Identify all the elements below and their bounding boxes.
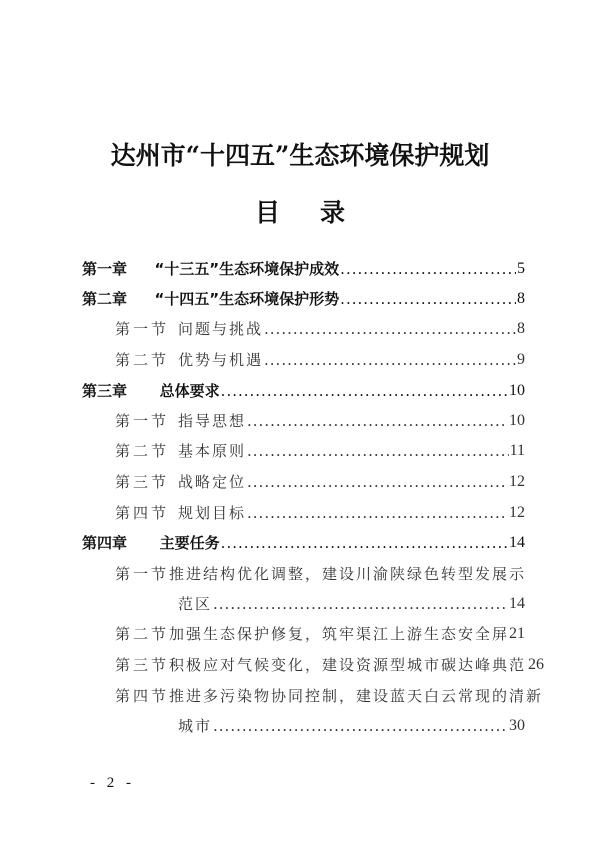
entry-label: 第四节	[115, 504, 170, 522]
toc-entry[interactable]	[115, 622, 525, 646]
page-number: - 2 -	[90, 775, 135, 791]
toc-entry[interactable]	[82, 257, 525, 281]
entry-page-number: 11	[509, 442, 525, 459]
entry-label: 第二节	[115, 351, 170, 369]
entry-title: 规划目标	[178, 504, 247, 522]
dot-leader	[264, 348, 516, 372]
entry-label: 第三节	[115, 656, 170, 674]
toc-entry[interactable]	[82, 287, 525, 311]
toc-entry[interactable]	[115, 562, 525, 586]
entry-title: 优势与机遇	[178, 351, 264, 369]
entry-title: 推进结构优化调整，建设川渝陕绿色转型发展示	[169, 565, 527, 583]
dot-leader	[247, 439, 509, 463]
entry-label: 第二节	[115, 442, 170, 460]
entry-title: 总体要求	[144, 382, 220, 400]
entry-page-number: 14	[509, 595, 525, 612]
document-title: 达州市“十四五”生态环境保护规划	[110, 141, 490, 170]
dot-leader	[213, 714, 508, 738]
toc-entry[interactable]	[115, 470, 525, 494]
entry-label: 第二节	[115, 625, 170, 643]
toc-entry[interactable]	[115, 501, 525, 525]
toc-entry-continuation[interactable]	[178, 714, 525, 738]
toc-entry-continuation[interactable]	[178, 592, 525, 616]
entry-label: 第一节	[115, 565, 170, 583]
entry-title: “十四五”生态环境保护形势	[144, 290, 340, 308]
entry-title: “十三五”生态环境保护成效	[144, 260, 340, 278]
entry-page-number: 8	[517, 320, 525, 337]
entry-page-number: 5	[517, 260, 525, 277]
dot-leader	[340, 257, 516, 281]
entry-page-number: 12	[509, 473, 525, 490]
entry-label: 第三章	[82, 382, 128, 400]
entry-title: 指导思想	[178, 412, 247, 430]
entry-page-number: 10	[509, 382, 525, 399]
toc-entry[interactable]	[115, 317, 525, 341]
entry-title: 积极应对气候变化，建设资源型城市碳达峰典范	[169, 656, 527, 674]
entry-page-number: 12	[509, 504, 525, 521]
entry-label: 第二章	[82, 290, 128, 308]
entry-title-continuation: 城市	[178, 717, 213, 735]
dot-leader	[221, 531, 508, 555]
toc-entry[interactable]	[82, 379, 525, 403]
entry-title: 推进多污染物协同控制，建设蓝天白云常现的清新	[169, 687, 544, 705]
entry-label: 第四章	[82, 534, 128, 552]
entry-page-number: 30	[509, 717, 525, 734]
entry-label: 第三节	[115, 473, 170, 491]
entry-label: 第一节	[115, 412, 170, 430]
toc-entry[interactable]	[115, 684, 544, 708]
entry-title: 战略定位	[178, 473, 247, 491]
dot-leader	[213, 592, 508, 616]
entry-page-number: 21	[509, 625, 526, 642]
toc-entry[interactable]	[115, 409, 525, 433]
entry-page-number: 9	[517, 351, 525, 368]
toc-heading: 目录	[254, 198, 385, 227]
entry-title: 基本原则	[178, 442, 247, 460]
entry-page-number: 8	[517, 290, 525, 307]
entry-page-number: 14	[509, 534, 525, 551]
dot-leader	[247, 409, 508, 433]
dot-leader	[264, 317, 516, 341]
entry-title-continuation: 范区	[178, 595, 213, 613]
dot-leader	[340, 287, 516, 311]
entry-label: 第一章	[82, 260, 128, 278]
entry-title: 加强生态保护修复，筑牢渠江上游生态安全屏	[169, 625, 510, 643]
toc-entry[interactable]	[115, 653, 545, 677]
dot-leader	[247, 501, 508, 525]
entry-page-number: 10	[509, 412, 525, 429]
entry-label: 第一节	[115, 320, 170, 338]
toc-entry[interactable]	[115, 439, 525, 463]
entry-title: 问题与挑战	[178, 320, 264, 338]
entry-page-number: 26	[528, 656, 545, 673]
entry-label: 第四节	[115, 687, 170, 705]
entry-title: 主要任务	[144, 534, 220, 552]
toc-entry[interactable]	[82, 531, 525, 555]
dot-leader	[247, 470, 508, 494]
toc-entry[interactable]	[115, 348, 525, 372]
dot-leader	[221, 379, 508, 403]
